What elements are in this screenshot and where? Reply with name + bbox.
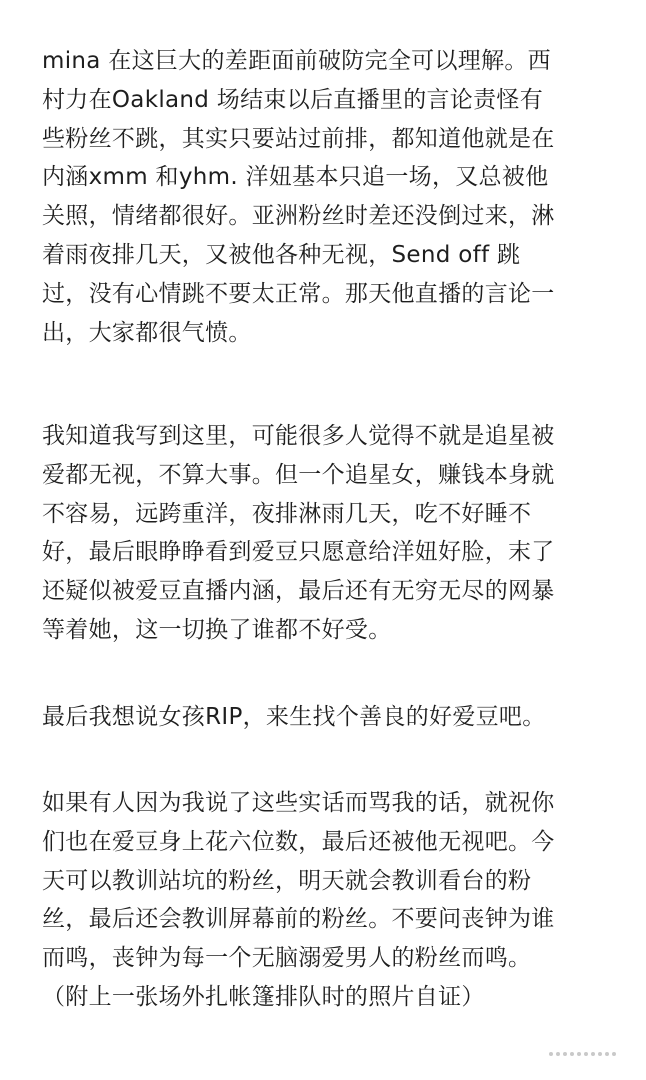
text-line: 着雨夜排几天，又被他各种无视，Send off 跳: [42, 241, 521, 268]
text-line: mina 在这巨大的差距面前破防完全可以理解。西: [42, 48, 551, 74]
dots-watermark-icon: [549, 1052, 616, 1056]
paragraph-2: [42, 417, 555, 650]
paragraph-4: [42, 784, 555, 1017]
text-line: 等着她，这一切换了谁都不好受。: [42, 616, 392, 643]
text-line: 好，最后眼睁睁看到爱豆只愿意给洋妞好脸，末了: [42, 539, 555, 566]
text-line: 爱都无视，不算大事。但一个追星女，赚钱本身就: [42, 461, 555, 488]
text-line: 过，没有心情跳不要太正常。那天他直播的言论一: [42, 280, 555, 307]
text-line: 关照，情绪都很好。亚洲粉丝时差还没倒过来，淋: [42, 203, 555, 230]
text-line: 天可以教训站坑的粉丝，明天就会教训看台的粉: [42, 867, 532, 894]
text-line: 们也在爱豆身上花六位数，最后还被他无视吧。今: [42, 828, 555, 855]
text-line: 内涵xmm 和yhm. 洋妞基本只追一场，又总被他: [42, 164, 549, 191]
text-line: 还疑似被爱豆直播内涵，最后还有无穷无尽的网暴: [42, 578, 555, 605]
text-line: 村力在Oakland 场结束以后直播里的言论责怪有: [42, 86, 543, 113]
text-line: 而鸣，丧钟为每一个无脑溺爱男人的粉丝而鸣。: [42, 945, 532, 972]
text-line: 不容易，远跨重洋，夜排淋雨几天，吃不好睡不: [42, 500, 532, 527]
text-line: （附上一张场外扎帐篷排队时的照片自证）: [42, 983, 485, 1010]
text-line: 最后我想说女孩RIP，来生找个善良的好爱豆吧。: [42, 704, 546, 730]
text-line: 些粉丝不跳，其实只要站过前排，都知道他就是在: [42, 125, 555, 152]
paragraph-1: [42, 42, 555, 352]
text-line: 我知道我写到这里，可能很多人觉得不就是追星被: [42, 423, 555, 449]
paragraph-3: [42, 698, 546, 737]
text-line: 丝，最后还会教训屏幕前的粉丝。不要问丧钟为谁: [42, 906, 555, 933]
text-line: 出，大家都很气愤。: [42, 319, 252, 346]
text-line: 如果有人因为我说了这些实话而骂我的话，就祝你: [42, 790, 555, 816]
